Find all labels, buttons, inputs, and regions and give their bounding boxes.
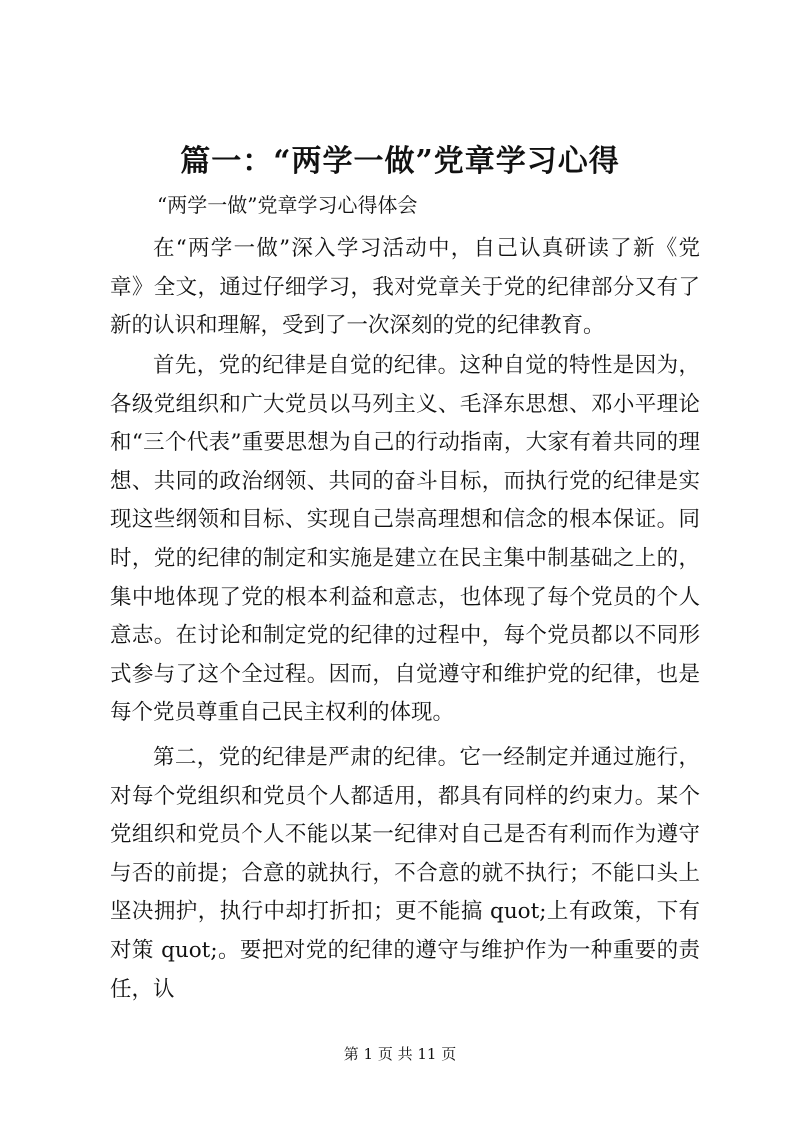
document-title: 篇一：“两学一做”党章学习心得 [180, 144, 620, 179]
paragraph: 首先，党的纪律是自觉的纪律。这种自觉的特性是因为，各级党组织和广大党员以马列主义、毛泽东思想、邓小平理论和“三个代表”重要思想为自己的行动指南，大家有着共同的理想、共同的政治纲领、共同的奋斗目标，而执行党的纪律是实现这些纲领和目标、实现自己崇高理想和信念的根本保证。同时，党的纪律的制定和实施是建立在民主集中制基础之上的，集中地体现了党的根本利益和意志，也体现了每个党员的个人意志。在讨论和制定党的纪律的过程中，每个党员都以不同形式参与了这个全过程。因而，自觉遵守和维护党的纪律，也是每个党员尊重自己民主权利的体现。 [110, 353, 700, 726]
document-subtitle: “两学一做”党章学习心得体会 [157, 193, 418, 217]
page-footer: 第 1 页 共 11 页 [343, 1045, 457, 1063]
paragraph: 第二，党的纪律是严肃的纪律。它一经制定并通过施行，对每个党组织和党员个人都适用，都具有同样的约束力。某个党组织和党员个人不能以某一纪律对自己是否有利而作为遵守与否的前提；合意的就执行，不合意的就不执行；不能口头上坚决拥护，执行中却打折扣；更不能搞 quot;上有政策，下有对策 quot;。要把对党的纪律的遵守与维护作为一种重要的责任，认 [110, 745, 700, 1002]
paragraph-3-block [110, 739, 700, 1009]
paragraph: 在“两学一做”深入学习活动中，自己认真研读了新《党章》全文，通过仔细学习，我对党章关于党的纪律部分又有了新的认识和理解，受到了一次深刻的党的纪律教育。 [110, 236, 700, 339]
paragraph-2-block [110, 347, 700, 733]
paragraph-1-block [110, 230, 700, 346]
